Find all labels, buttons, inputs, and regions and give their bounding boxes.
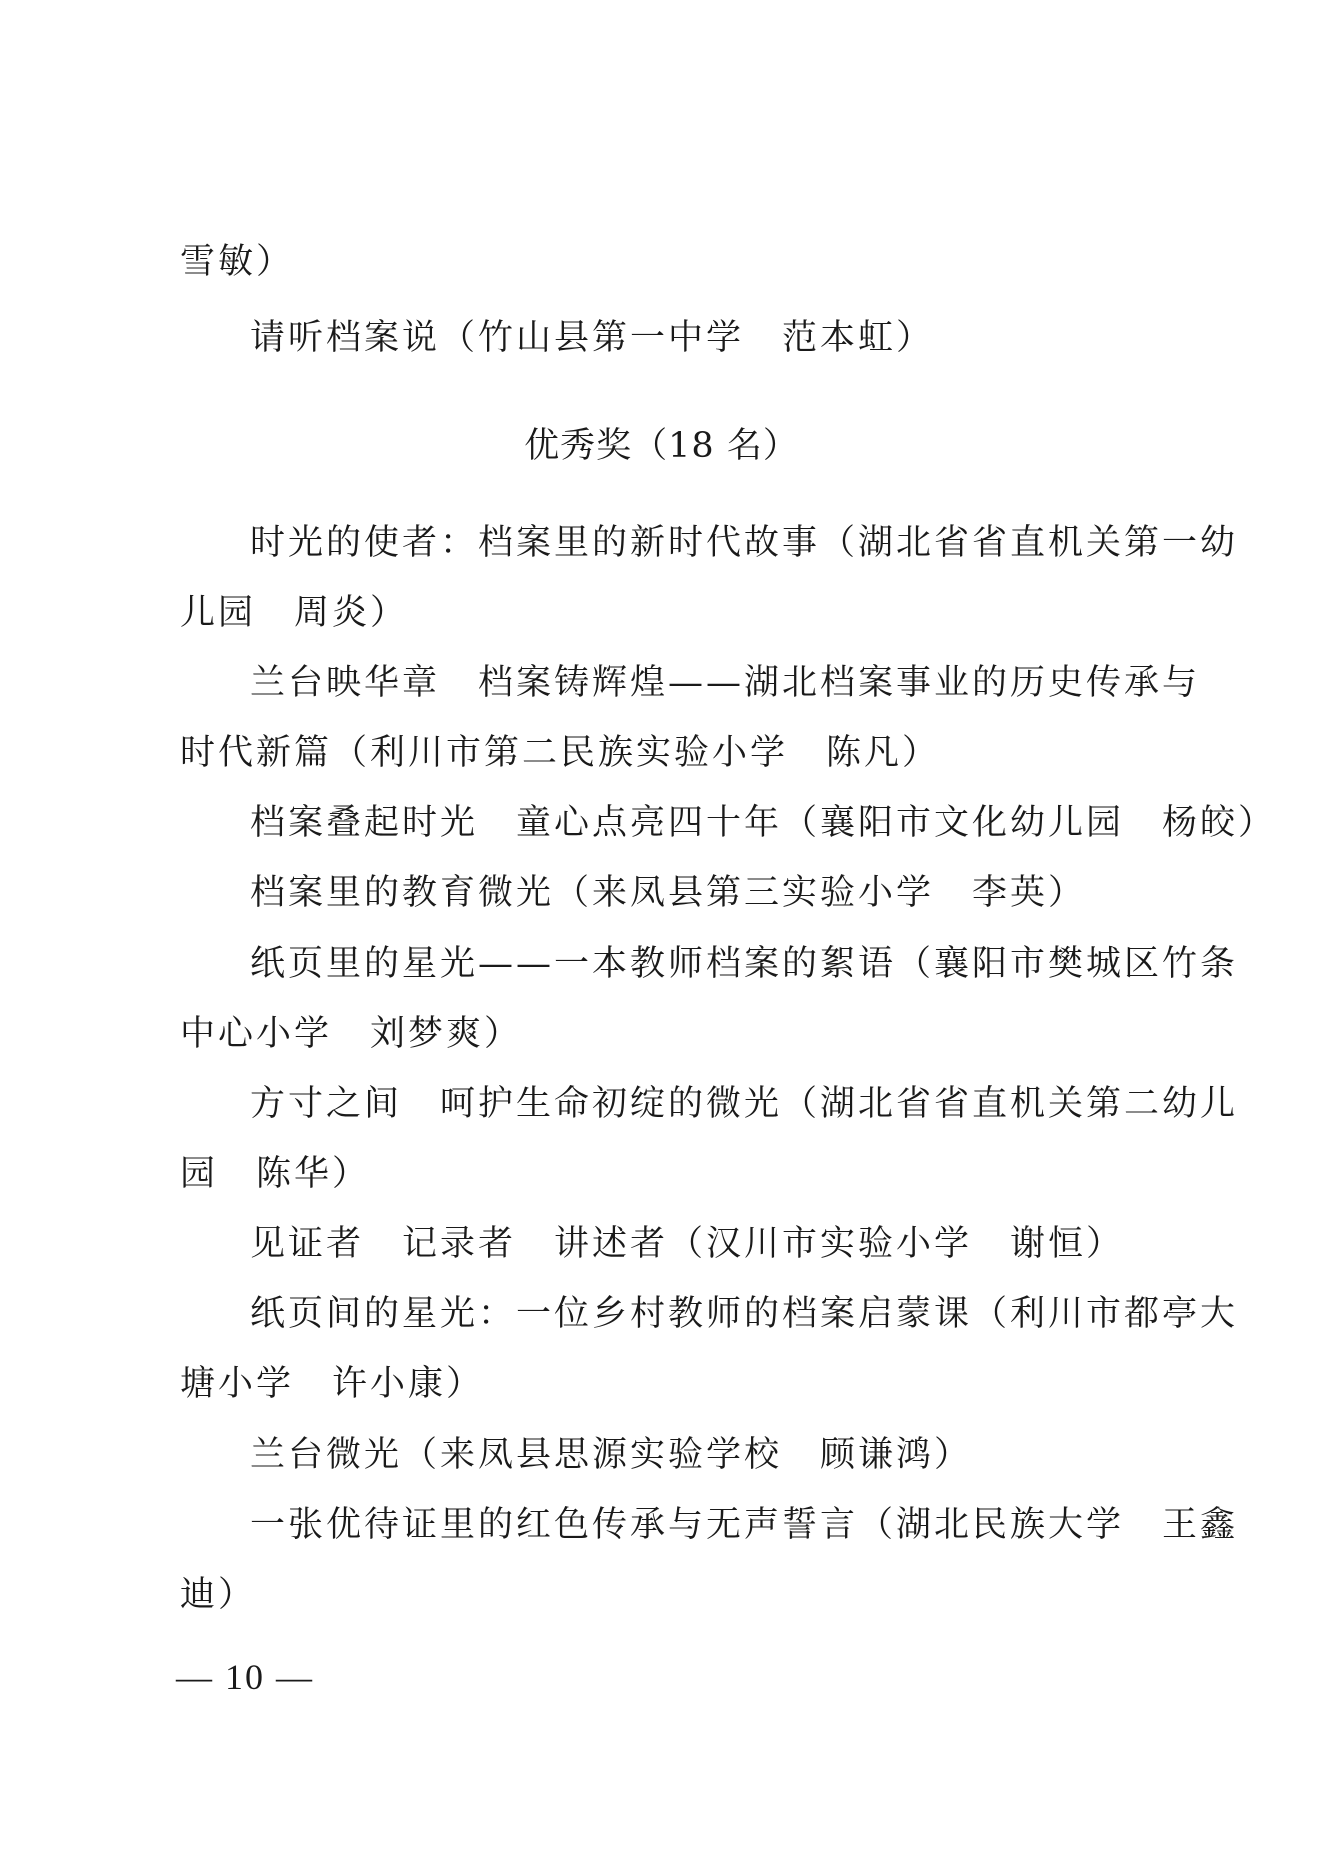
- text-line-2: 请听档案说（竹山县第一中学 范本虹）: [250, 318, 935, 358]
- text-line-16: 塘小学 许小康）: [180, 1364, 485, 1404]
- text-line-1: 雪敏）: [180, 242, 295, 282]
- text-line-9: 档案里的教育微光（来凤县第三实验小学 李英）: [250, 873, 1087, 913]
- text-line-18: 一张优待证里的红色传承与无声誓言（湖北民族大学 王鑫: [250, 1505, 1239, 1545]
- text-line-7: 时代新篇（利川市第二民族实验小学 陈凡）: [180, 733, 941, 773]
- page-number: — 10 —: [176, 1657, 314, 1697]
- text-line-19: 迪）: [180, 1575, 257, 1615]
- text-line-4: 时光的使者：档案里的新时代故事（湖北省省直机关第一幼: [250, 523, 1239, 563]
- section-heading: 优秀奖（18 名）: [524, 426, 799, 466]
- text-line-13: 园 陈华）: [180, 1154, 371, 1194]
- text-line-5: 儿园 周炎）: [180, 593, 409, 633]
- text-line-10: 纸页里的星光——一本教师档案的絮语（襄阳市樊城区竹条: [250, 944, 1239, 984]
- text-line-17: 兰台微光（来凤县思源实验学校 顾谦鸿）: [250, 1435, 973, 1475]
- text-line-8: 档案叠起时光 童心点亮四十年（襄阳市文化幼儿园 杨皎）: [250, 803, 1277, 843]
- text-line-6: 兰台映华章 档案铸辉煌——湖北档案事业的历史传承与: [250, 663, 1201, 703]
- text-line-11: 中心小学 刘梦爽）: [180, 1014, 523, 1054]
- text-line-15: 纸页间的星光：一位乡村教师的档案启蒙课（利川市都亭大: [250, 1294, 1239, 1334]
- text-line-12: 方寸之间 呵护生命初绽的微光（湖北省省直机关第二幼儿: [250, 1084, 1239, 1124]
- text-line-14: 见证者 记录者 讲述者（汉川市实验小学 谢恒）: [250, 1224, 1125, 1264]
